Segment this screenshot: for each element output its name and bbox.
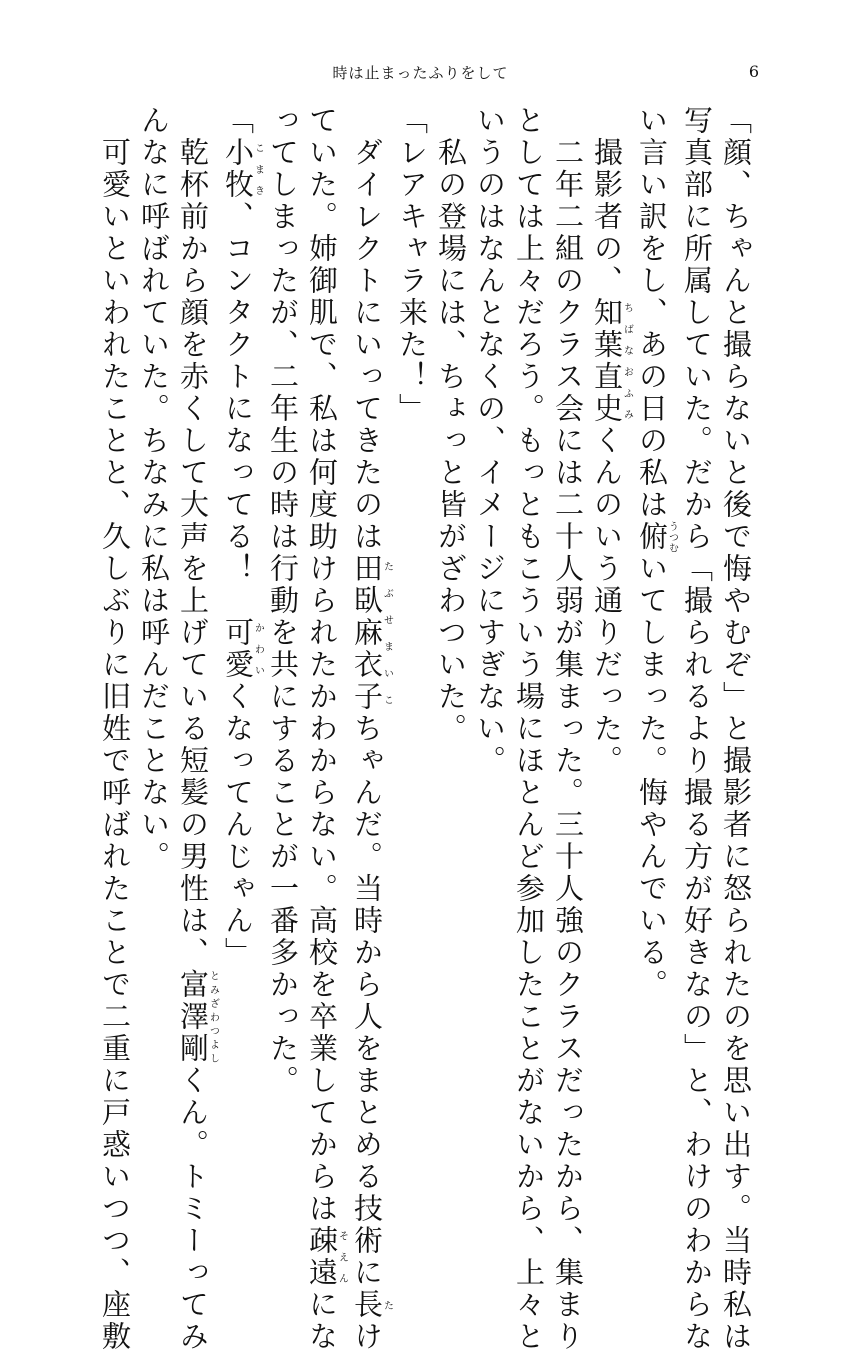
text-line: 乾杯前から顔を赤くして大声を上げている短髪の男性は、富澤剛とみざわつよしくん。トミーってみ — [176, 105, 219, 1353]
text-line: 写真部に所属していた。だから「撮られるより撮る方が好きなの」と、わけのわからな — [680, 105, 714, 1353]
ruby-word: 長た — [350, 1289, 393, 1321]
text-line: 「レアキャラ来た！」 — [395, 105, 429, 425]
text-line: ダイレクトにいってきたのは田臥麻衣子たぶせまいこちゃんだ。当時から人をまとめる技術に長たけ — [350, 105, 393, 1353]
ruby-word: 知葉直史ちばなおふみ — [590, 297, 633, 425]
text-line: 私の登場には、ちょっと皆がざわついた。 — [434, 105, 468, 745]
text-line: ってしまったが、二年生の時は行動を共にすることが一番多かった。 — [266, 105, 300, 1097]
text-line: 二年二組のクラス会には二十人弱が集まった。三十人強のクラスだったから、集まり — [551, 105, 585, 1353]
page-number: 6 — [748, 62, 759, 81]
text-line: いうのはなんとなくの、イメージにすぎない。 — [473, 105, 507, 777]
ruby-word: 可愛かわい — [221, 617, 264, 681]
text-line: 「顔、ちゃんと撮らないと後で悔やむぞ」と撮影者に怒られたのを思い出す。当時私は — [719, 105, 753, 1353]
text-line: としては上々だろう。もっともこういう場にほとんど参加したことがないから、上々と — [512, 105, 546, 1353]
ruby-word: 田臥麻衣子たぶせまいこ — [350, 553, 393, 713]
text-line: 「小牧こまき、コンタクトになってる！ 可愛かわいくなってんじゃん」 — [221, 105, 264, 969]
text-line: 撮影者の、知葉直史ちばなおふみくんのいう通りだった。 — [590, 105, 633, 777]
ruby-word: 疎遠そえん — [305, 1225, 348, 1289]
body-text — [75, 105, 755, 1353]
ruby-word: 俯うつむ — [635, 521, 678, 553]
ruby-word: 富澤剛とみざわつよし — [176, 969, 219, 1065]
text-line: 可愛いといわれたことと、久しぶりに旧姓で呼ばれたことで二重に戸惑いつつ、座敷 — [98, 105, 132, 1353]
text-line: んなに呼ばれていた。ちなみに私は呼んだことない。 — [137, 105, 171, 873]
text-line: ていた。姉御肌で、私は何度助けられたかわからない。高校を卒業してからは疎遠そえんにな — [305, 105, 348, 1353]
running-head: 時は止まったふりをして — [332, 64, 509, 82]
ruby-word: 小牧こまき — [221, 137, 264, 201]
text-line: い言い訳をし、あの日の私は俯うつむいてしまった。悔やんでいる。 — [635, 105, 678, 1001]
